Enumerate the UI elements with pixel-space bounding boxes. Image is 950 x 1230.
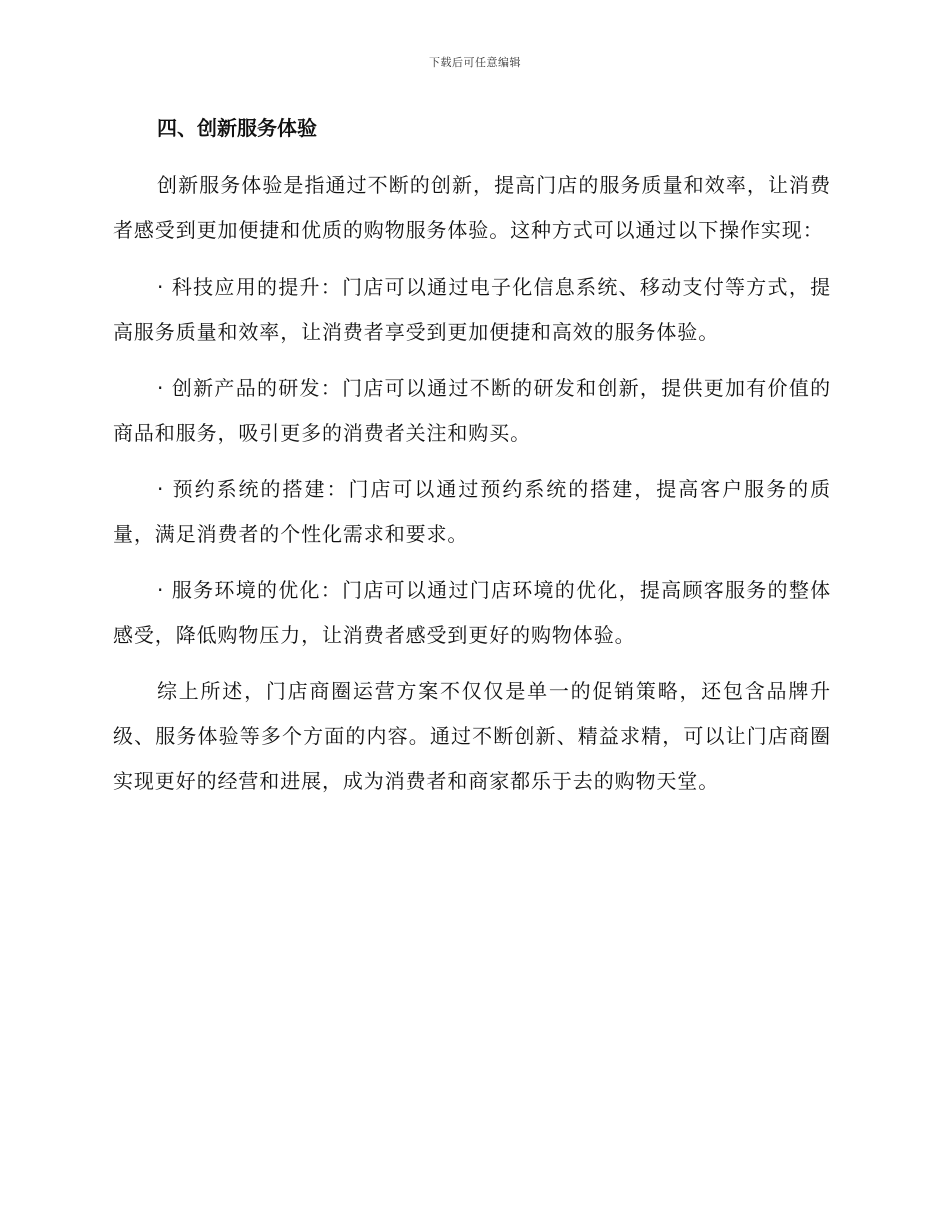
bullet-item-product: · 创新产品的研发：门店可以通过不断的研发和创新，提供更加有价值的商品和服务，吸引更多的消费者关注和购买。 [113, 376, 831, 445]
bullet-item-environment: · 服务环境的优化：门店可以通过门店环境的优化，提高顾客服务的整体感受，降低购物压力，让消费者感受到更好的购物体验。 [113, 578, 831, 647]
intro-paragraph: 创新服务体验是指通过不断的创新，提高门店的服务质量和效率，让消费者感受到更加便捷和优质的购物服务体验。这种方式可以通过以下操作实现： [113, 173, 831, 242]
bullet-item-booking: · 预约系统的搭建：门店可以通过预约系统的搭建，提高客户服务的质量，满足消费者的个性化需求和要求。 [113, 477, 831, 546]
page-header-note: 下载后可任意编辑 [429, 56, 521, 69]
conclusion-paragraph: 综上所述，门店商圈运营方案不仅仅是单一的促销策略，还包含品牌升级、服务体验等多个方面的内容。通过不断创新、精益求精，可以让门店商圈实现更好的经营和进展，成为消费者和商家都乐于去的购物天堂。 [113, 679, 831, 793]
section-title: 四、创新服务体验 [157, 116, 317, 140]
bullet-item-tech: · 科技应用的提升：门店可以通过电子化信息系统、移动支付等方式，提高服务质量和效率，让消费者享受到更加便捷和高效的服务体验。 [113, 275, 831, 344]
document-body [113, 112, 831, 816]
